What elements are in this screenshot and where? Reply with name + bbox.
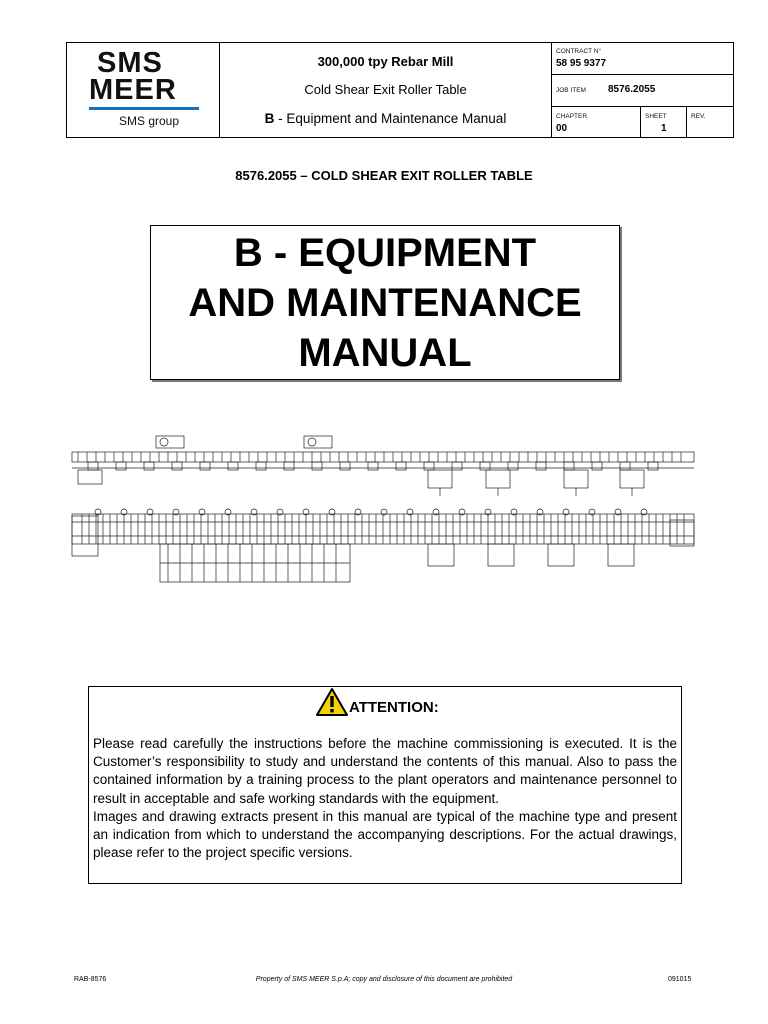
sheet-label: SHEET <box>645 113 667 120</box>
contract-value: 58 95 9377 <box>556 58 607 69</box>
logo-text-meer: MEER <box>89 74 177 106</box>
manual-prefix: B <box>264 111 275 127</box>
job-item-row <box>552 75 733 107</box>
header-info-cell <box>552 43 733 137</box>
chapter-label: CHAPTER <box>556 113 588 120</box>
main-title-line1: B - EQUIPMENT <box>233 230 537 275</box>
roller-table-drawing <box>68 432 700 592</box>
rev-cell <box>686 107 733 137</box>
chapter-value: 00 <box>556 123 568 134</box>
footer-doc-code: RAB-8576 <box>74 976 107 983</box>
job-item-label: JOB ITEM <box>556 87 586 94</box>
drawing-side-view <box>72 436 694 496</box>
header-table <box>66 42 734 138</box>
equipment-title: Cold Shear Exit Roller Table <box>304 82 467 98</box>
attention-body <box>93 735 677 862</box>
drawing-plan-view <box>72 509 694 582</box>
main-title-box <box>150 225 620 380</box>
document-subtitle: 8576.2055 – COLD SHEAR EXIT ROLLER TABLE <box>235 168 533 183</box>
attention-title: ATTENTION: <box>349 699 439 716</box>
logo-text-sms: SMS <box>97 47 163 79</box>
manual-title <box>265 111 507 126</box>
logo-bar <box>89 107 199 110</box>
company-logo <box>67 43 220 137</box>
logo-group-text: SMS group <box>119 114 180 128</box>
main-title-line2: AND MAINTENANCE <box>188 280 582 325</box>
header-title-cell <box>220 43 552 137</box>
manual-title-rest: - Equipment and Maintenance Manual <box>274 111 507 127</box>
contract-row <box>552 43 733 75</box>
rev-label: REV. <box>691 113 706 120</box>
main-title-line3: MANUAL <box>298 330 472 375</box>
contract-label: CONTRACT N° <box>556 48 602 55</box>
job-item-value: 8576.2055 <box>608 84 656 95</box>
chapter-row <box>552 107 733 137</box>
footer-copyright: Property of SMS MEER S.p.A; copy and disclosure of this document are prohibited <box>255 976 513 983</box>
attention-box <box>88 686 682 884</box>
attention-paragraph-2: Images and drawing extracts present in this manual are typical of the machine type and present an indication from which to understand the accompanying descriptions. For the actual drawings, please refer to the project specific versions. <box>93 808 677 861</box>
sheet-cell <box>640 107 687 137</box>
attention-paragraph-1: Please read carefully the instructions before the machine commissioning is executed. It is the Customer’s responsibility to study and understand the contents of this manual. Also to pass the contained information by a training process to the plant operators and maintenance personnel to result in acceptable and safe working standards with the equipment. <box>93 736 677 806</box>
warning-triangle-icon <box>315 687 349 717</box>
project-title: 300,000 tpy Rebar Mill <box>317 53 454 69</box>
footer-date-code: 091015 <box>668 976 692 983</box>
main-title <box>188 228 581 378</box>
sheet-value: 1 <box>661 123 667 134</box>
